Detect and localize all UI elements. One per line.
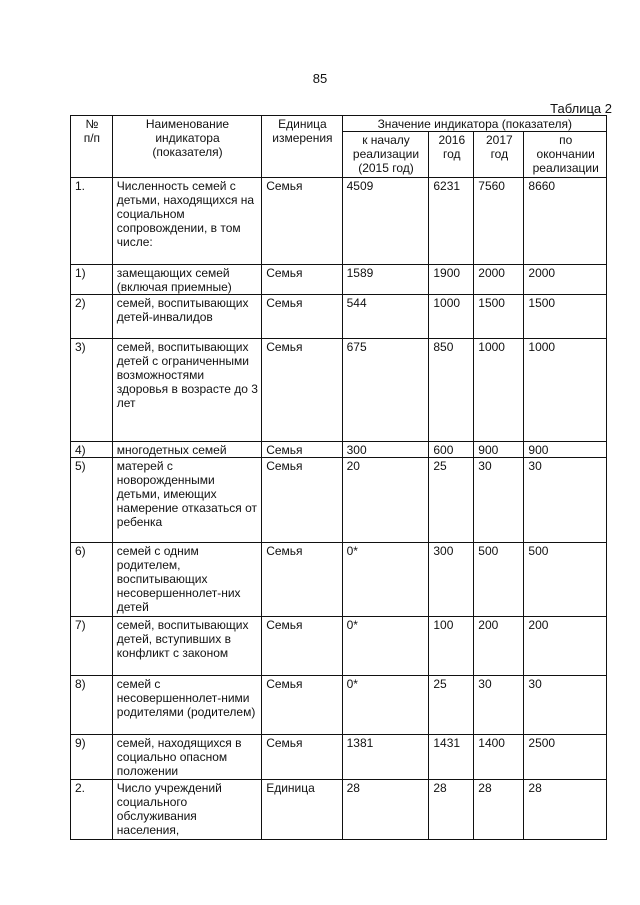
row-2016: 25 (429, 676, 474, 735)
row-unit: Семья (262, 676, 342, 735)
row-name: семей, воспитывающих детей, вступивших в конфликт с законом (112, 617, 261, 676)
row-2017: 2000 (474, 265, 524, 295)
header-num: № п/п (71, 116, 113, 178)
row-name: семей, находящихся в социально опасном положении (112, 735, 261, 780)
row-name: Число учреждений социального обслуживания населения, (112, 780, 261, 840)
row-end: 2000 (524, 265, 607, 295)
table-row (71, 178, 607, 265)
row-num: 2. (71, 780, 113, 840)
row-start: 20 (342, 458, 429, 543)
row-2016: 6231 (429, 178, 474, 265)
row-2017: 1500 (474, 295, 524, 339)
row-name: матерей с новорожденными детьми, имеющих намерение отказаться от ребенка (112, 458, 261, 543)
row-start: 0* (342, 676, 429, 735)
table-row (71, 458, 607, 543)
header-unit: Единица измерения (262, 116, 342, 178)
table-row (71, 735, 607, 780)
row-end: 1500 (524, 295, 607, 339)
row-start: 300 (342, 442, 429, 458)
row-start: 0* (342, 543, 429, 617)
row-num: 1) (71, 265, 113, 295)
row-unit: Семья (262, 442, 342, 458)
row-end: 2500 (524, 735, 607, 780)
header-end: по окончании реализации (524, 132, 607, 178)
header-2016: 2016 год (429, 132, 474, 178)
row-unit: Семья (262, 617, 342, 676)
row-2017: 1000 (474, 339, 524, 442)
row-unit: Семья (262, 543, 342, 617)
table-row (71, 265, 607, 295)
row-unit: Семья (262, 295, 342, 339)
row-2016: 28 (429, 780, 474, 840)
row-unit: Семья (262, 735, 342, 780)
row-start: 0* (342, 617, 429, 676)
row-unit: Единица (262, 780, 342, 840)
row-end: 1000 (524, 339, 607, 442)
row-start: 1589 (342, 265, 429, 295)
row-name: замещающих семей (включая приемные) (112, 265, 261, 295)
row-end: 30 (524, 676, 607, 735)
table-row (71, 617, 607, 676)
row-2017: 1400 (474, 735, 524, 780)
row-2016: 25 (429, 458, 474, 543)
header-2017: 2017 год (474, 132, 524, 178)
row-2017: 900 (474, 442, 524, 458)
row-num: 4) (71, 442, 113, 458)
row-2017: 30 (474, 458, 524, 543)
row-num: 8) (71, 676, 113, 735)
table-row (71, 543, 607, 617)
row-2017: 30 (474, 676, 524, 735)
row-2016: 1900 (429, 265, 474, 295)
row-num: 5) (71, 458, 113, 543)
row-num: 2) (71, 295, 113, 339)
row-end: 900 (524, 442, 607, 458)
row-2017: 28 (474, 780, 524, 840)
row-name: многодетных семей (112, 442, 261, 458)
row-unit: Семья (262, 265, 342, 295)
row-2016: 600 (429, 442, 474, 458)
row-2017: 7560 (474, 178, 524, 265)
header-value-group: Значение индикатора (показателя) (342, 116, 606, 132)
table-row (71, 339, 607, 442)
table-row (71, 676, 607, 735)
row-unit: Семья (262, 178, 342, 265)
row-num: 7) (71, 617, 113, 676)
row-num: 6) (71, 543, 113, 617)
header-start: к началу реализации (2015 год) (342, 132, 429, 178)
page-number: 85 (312, 71, 328, 86)
row-unit: Семья (262, 339, 342, 442)
row-2016: 300 (429, 543, 474, 617)
row-name: семей, воспитывающих детей-инвалидов (112, 295, 261, 339)
row-num: 1. (71, 178, 113, 265)
row-2017: 200 (474, 617, 524, 676)
row-end: 30 (524, 458, 607, 543)
row-2016: 1431 (429, 735, 474, 780)
indicators-table (70, 115, 607, 840)
row-start: 544 (342, 295, 429, 339)
row-end: 200 (524, 617, 607, 676)
row-num: 3) (71, 339, 113, 442)
table-row (71, 442, 607, 458)
row-2017: 500 (474, 543, 524, 617)
row-name: Численность семей с детьми, находящихся на социальном сопровождении, в том числе: (112, 178, 261, 265)
row-end: 28 (524, 780, 607, 840)
row-2016: 100 (429, 617, 474, 676)
row-name: семей, воспитывающих детей с ограниченными возможностями здоровья в возрасте до 3 лет (112, 339, 261, 442)
row-2016: 850 (429, 339, 474, 442)
header-name: Наименование индикатора (показателя) (112, 116, 261, 178)
row-start: 675 (342, 339, 429, 442)
table-caption: Таблица 2 (550, 101, 612, 116)
row-end: 8660 (524, 178, 607, 265)
table-row (71, 295, 607, 339)
row-start: 4509 (342, 178, 429, 265)
row-unit: Семья (262, 458, 342, 543)
row-name: семей с одним родителем, воспитывающих несовершеннолет-них детей (112, 543, 261, 617)
row-name: семей с несовершеннолет-ними родителями (родителем) (112, 676, 261, 735)
row-end: 500 (524, 543, 607, 617)
row-num: 9) (71, 735, 113, 780)
row-2016: 1000 (429, 295, 474, 339)
row-start: 28 (342, 780, 429, 840)
table-row (71, 780, 607, 840)
row-start: 1381 (342, 735, 429, 780)
